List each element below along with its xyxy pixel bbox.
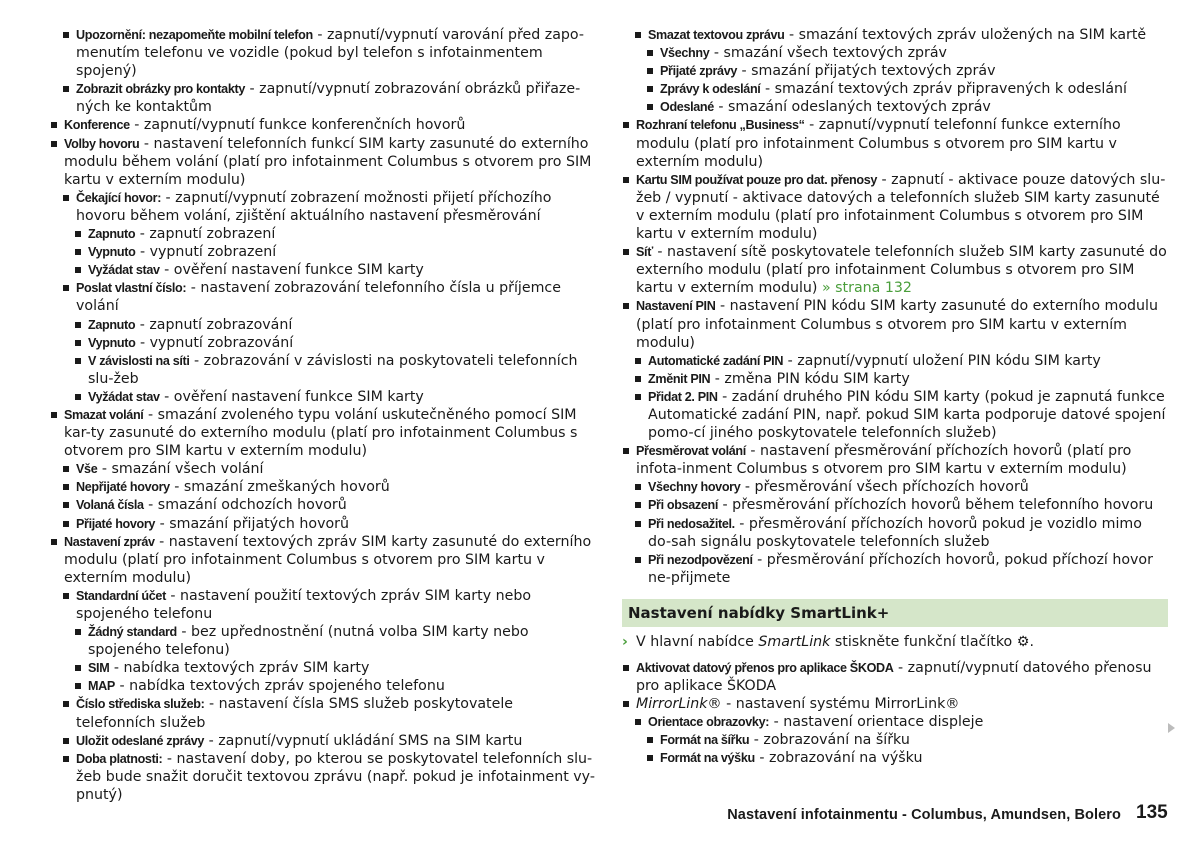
list-item [622,26,1168,44]
item-description: - nastavení čísla SMS služeb poskytovatele telefonních služeb [76,696,514,731]
item-term: Doba platnosti: [76,751,163,766]
item-description: - smazání odeslaných textových zpráv [713,99,991,116]
item-description: - nastavení zobrazování telefonního čísla u příjemce volání [76,280,561,315]
bullet-icon [75,394,81,400]
intro-end: . [1029,633,1034,650]
item-term: Vše [76,462,98,477]
item-term: Volby hovoru [64,136,140,151]
section-heading: Nastavení nabídky SmartLink+ [622,599,1168,627]
item-term: Nastavení PIN [636,299,716,314]
item-term: Přidat 2. PIN [648,389,718,404]
bullet-icon [635,358,641,364]
item-term: Při obsazení [648,498,718,513]
item-description: - přesměrování příchozích hovorů během telefonního hovoru [718,497,1154,514]
item-description: - zapnutí/vypnutí funkce konferenčních hovorů [129,117,466,134]
bullet-icon [623,303,629,309]
item-description: - přesměrování příchozích hovorů pokud je vozidlo mimo do-sah signálu poskytovatele telefonních služeb [648,515,1142,550]
bullet-icon [623,701,629,707]
bullet-icon [51,412,57,418]
list-item [50,225,596,243]
list-item [50,496,596,514]
list-item [50,135,596,189]
item-description: - zobrazování v závislosti na poskytovateli telefonních slu-žeb [88,352,578,387]
item-description: - smazání všech volání [97,461,264,478]
bullet-icon [647,86,653,92]
list-item [50,732,596,750]
bullet-icon [635,484,641,490]
item-description: - ověření nastavení funkce SIM karty [159,262,424,279]
list-item [622,243,1168,297]
bullet-icon [635,557,641,563]
item-description: - smazání přijatých hovorů [155,515,349,532]
item-description: - vypnutí zobrazení [135,244,277,261]
item-description: - zapnutí/vypnutí zobrazení možnosti přijetí příchozího hovoru během volání, zjištění aktuálního nastavení přesměrování [76,189,552,224]
bullet-icon [63,285,69,291]
list-item [622,370,1168,388]
bullet-icon [75,665,81,671]
list-item [50,279,596,315]
bullet-icon [75,683,81,689]
bullet-icon [63,502,69,508]
item-description: - nastavení telefonních funkcí SIM karty zasunuté do externího modulu během volání (platí pro infotainment Columbus s otvorem pro SIM kartu v externím modulu) [64,135,592,188]
item-description: - ověření nastavení funkce SIM karty [159,388,424,405]
item-term: Při nedosažitel. [648,516,735,531]
item-term: Všechny hovory [648,480,741,495]
item-description: - přesměrování všech příchozích hovorů [740,479,1029,496]
item-description: - nastavení systému MirrorLink® [721,696,960,713]
item-description: - zapnutí/vypnutí zobrazování obrázků přiřaze-ných ke kontaktům [76,81,581,116]
list-item [50,750,596,804]
list-item [622,297,1168,351]
list-item [50,677,596,695]
item-description: - zapnutí zobrazení [135,226,276,243]
item-description: - smazání všech textových zpráv [709,45,947,62]
list-item [50,478,596,496]
bullet-icon [635,719,641,725]
item-term: Konference [64,118,130,133]
list-item [50,533,596,587]
item-description: - zapnutí/vypnutí datového přenosu pro aplikace ŠKODA [636,660,1152,695]
item-description: - zapnutí - aktivace pouze datových slu-žeb / vypnutí - aktivace datových a telefonních služeb SIM karty zasunuté v externím modulu (platí pro infotainment Columbus s otvorem pro SIM kartu v externím modulu) [636,171,1166,243]
item-term: Formát na šířku [660,733,750,748]
list-item [50,116,596,134]
item-description: - nabídka textových zpráv spojeného telefonu [114,678,445,695]
item-term: Čekající hovor: [76,190,162,205]
item-term: Standardní účet [76,588,166,603]
item-term: Poslat vlastní číslo: [76,281,187,296]
list-item [622,352,1168,370]
bullet-icon [75,231,81,237]
item-term: Zapnuto [88,317,136,332]
list-item [50,406,596,460]
next-page-arrow-icon[interactable] [1168,723,1175,733]
bullet-icon [51,122,57,128]
item-term: Automatické zadání PIN [648,353,784,368]
footer-chapter-title: Nastavení infotainmentu - Columbus, Amundsen, Bolero [727,807,1121,823]
item-description: - vypnutí zobrazování [135,334,294,351]
item-description: - smazání zvoleného typu volání uskutečněného pomocí SIM kar-ty zasunuté do externího modulu (platí pro infotainment Columbus s otvorem pro SIM kartu v externím modulu) [64,406,578,460]
item-term: Vypnuto [88,335,136,350]
list-item [50,460,596,478]
bullet-icon [623,249,629,255]
intro-suffix: stiskněte funkční tlačítko [830,633,1017,650]
bullet-icon [623,177,629,183]
bullet-icon [635,376,641,382]
item-description: - smazání textových zpráv uložených na SIM kartě [784,27,1147,43]
left-settings-list [50,26,596,804]
bullet-icon [635,394,641,400]
item-description: - změna PIN kódu SIM karty [710,370,910,387]
item-description: - zapnutí/vypnutí uložení PIN kódu SIM karty [783,352,1101,369]
item-description: - smazání textových zpráv připravených k odeslání [760,81,1127,98]
list-item [622,515,1168,551]
item-term: Kartu SIM používat pouze pro dat. přenosy [636,172,878,187]
item-description: - nastavení textových zpráv SIM karty zasunuté do externího modulu (platí pro infotainment Columbus s otvorem pro SIM kartu v externím modulu) [64,533,592,586]
item-term: Síť [636,245,653,260]
item-description: - zapnutí/vypnutí varování před zapo-menutím telefonu ve vozidle (pokud byl telefon s infotainmentem spojený) [76,27,584,80]
item-term: Při nezodpovězení [648,552,753,567]
bullet-icon [647,50,653,56]
list-item [622,442,1168,478]
item-term-italic: MirrorLink® [636,696,722,713]
list-item [622,44,1168,62]
item-description: - zapnutí/vypnutí telefonní funkce externího modulu (platí pro infotainment Columbus s otvorem pro SIM kartu v externím modulu) [636,117,1121,170]
item-term: Smazat textovou zprávu [648,28,785,42]
bullet-icon [75,267,81,273]
section-intro [622,633,1168,651]
list-item [50,515,596,533]
list-item [50,316,596,334]
item-term: Odeslané [660,100,714,115]
smartlink-settings-list [622,659,1168,768]
item-term: MAP [88,679,115,694]
list-item [622,749,1168,767]
item-description: - nastavení PIN kódu SIM karty zasunuté do externího modulu (platí pro infotainment Columbus s otvorem pro SIM kartu v externím modulu) [636,298,1158,351]
list-item [622,713,1168,731]
list-item [50,623,596,659]
list-item [50,243,596,261]
item-description: - bez upřednostnění (nutná volba SIM karty nebo spojeného telefonu) [88,624,529,659]
item-description: - nabídka textových zpráv SIM karty [109,660,370,677]
list-item [50,587,596,623]
bullet-icon [63,32,69,38]
list-item [50,334,596,352]
list-item [622,388,1168,442]
list-item [622,659,1168,695]
list-item [622,98,1168,116]
bullet-icon [63,521,69,527]
right-column [622,26,1168,768]
list-item [50,80,596,116]
list-item [50,695,596,731]
left-column [50,26,596,804]
list-item [622,496,1168,514]
bullet-icon [623,122,629,128]
item-term: Číslo střediska služeb: [76,697,205,712]
item-description: - nastavení doby, po kterou se poskytovatel telefonních slu-žeb bude snažit doručit textovou zprávu (např. pokud je infotainment vy-pnutý) [76,750,595,803]
item-description: - zadání druhého PIN kódu SIM karty (pokud je zapnutá funkce Automatické zadání PIN, např. pokud SIM karta podporuje datové spojení pomo-cí jiného poskytovatele telefonních služeb) [648,388,1166,442]
bullet-icon [63,466,69,472]
bullet-icon [623,665,629,671]
item-term: Formát na výšku [660,751,755,766]
item-term: Volaná čísla [76,498,144,513]
item-description: - nastavení sítě poskytovatele telefonních služeb SIM karty zasunuté do externího modulu (platí pro infotainment Columbus s otvorem pro SIM kartu v externím modulu) [636,244,1167,297]
bullet-icon [75,358,81,364]
bullet-icon [63,195,69,201]
bullet-icon [647,104,653,110]
bullet-icon [75,340,81,346]
list-item [50,352,596,388]
item-term: Vyžádat stav [88,263,160,278]
item-term: Zapnuto [88,227,136,242]
step-arrow-icon: › [622,633,628,650]
item-description: - nastavení orientace displeje [769,714,984,731]
list-item [50,659,596,677]
item-description: - smazání odchozích hovorů [143,497,347,514]
list-item [50,388,596,406]
bullet-icon [623,448,629,454]
bullet-icon [635,502,641,508]
item-term: Aktivovat datový přenos pro aplikace ŠKODA [636,661,894,675]
item-term: Orientace obrazovky: [648,715,770,730]
item-description: - smazání zmeškaných hovorů [169,479,390,496]
bullet-icon [51,141,57,147]
item-description: - nastavení použití textových zpráv SIM karty nebo spojeného telefonu [76,587,532,622]
page-number: 135 [1136,802,1168,823]
bullet-icon [63,484,69,490]
right-settings-list [622,26,1168,587]
item-term: SIM [88,661,110,676]
list-item [50,261,596,279]
bullet-icon [75,629,81,635]
item-term: Vyžádat stav [88,389,160,404]
item-description: - smazání přijatých textových zpráv [737,63,996,80]
bullet-icon [635,32,641,38]
item-description: - zapnutí zobrazování [135,316,293,333]
item-term: Přijaté hovory [76,516,156,531]
item-term: Nastavení zpráv [64,534,155,549]
bullet-icon [75,322,81,328]
bullet-icon [75,249,81,255]
item-term: Přijaté zprávy [660,64,738,79]
list-item [622,731,1168,749]
item-term: Nepřijaté hovory [76,480,170,495]
list-item [622,80,1168,98]
item-term: V závislosti na síti [88,353,190,368]
item-term: Změnit PIN [648,371,711,386]
item-description: - zobrazování na výšku [754,750,923,767]
bullet-icon [635,521,641,527]
item-term: Rozhraní telefonu „Business“ [636,118,805,133]
item-term: Vypnuto [88,245,136,260]
settings-icon: ⚙ [1016,633,1030,650]
item-term: Zobrazit obrázky pro kontakty [76,82,245,97]
bullet-icon [647,755,653,761]
item-term: Uložit odeslané zprávy [76,733,205,748]
bullet-icon [63,756,69,762]
bullet-icon [63,701,69,707]
bullet-icon [647,68,653,74]
list-item [50,189,596,225]
intro-menu-name: SmartLink [758,633,831,650]
bullet-icon [63,738,69,744]
bullet-icon [63,593,69,599]
bullet-icon [647,737,653,743]
item-term: Přesměrovat volání [636,444,746,459]
item-term: Všechny [660,46,710,61]
item-description: - zobrazování na šířku [749,732,910,749]
list-item [622,62,1168,80]
item-term: Smazat volání [64,407,144,422]
item-description: - zapnutí/vypnutí ukládání SMS na SIM kartu [204,732,523,749]
bullet-icon [63,86,69,92]
item-term: Žádný standard [88,625,177,640]
list-item [622,171,1168,243]
list-item [622,695,1168,713]
item-term: Upozornění: nezapomeňte mobilní telefon [76,28,313,42]
item-description: - přesměrování příchozích hovorů, pokud příchozí hovor ne-přijmete [648,551,1153,586]
item-description: - nastavení přesměrování příchozích hovorů (platí pro infota-inment Columbus s otvorem pro SIM kartu v externím modulu) [636,443,1132,478]
page-reference-link[interactable]: » strana 132 [821,280,912,297]
item-term: Zprávy k odeslání [660,82,761,97]
list-item [622,551,1168,587]
intro-prefix: V hlavní nabídce [636,633,759,650]
list-item [622,116,1168,170]
list-item [50,26,596,80]
list-item [622,478,1168,496]
bullet-icon [51,539,57,545]
